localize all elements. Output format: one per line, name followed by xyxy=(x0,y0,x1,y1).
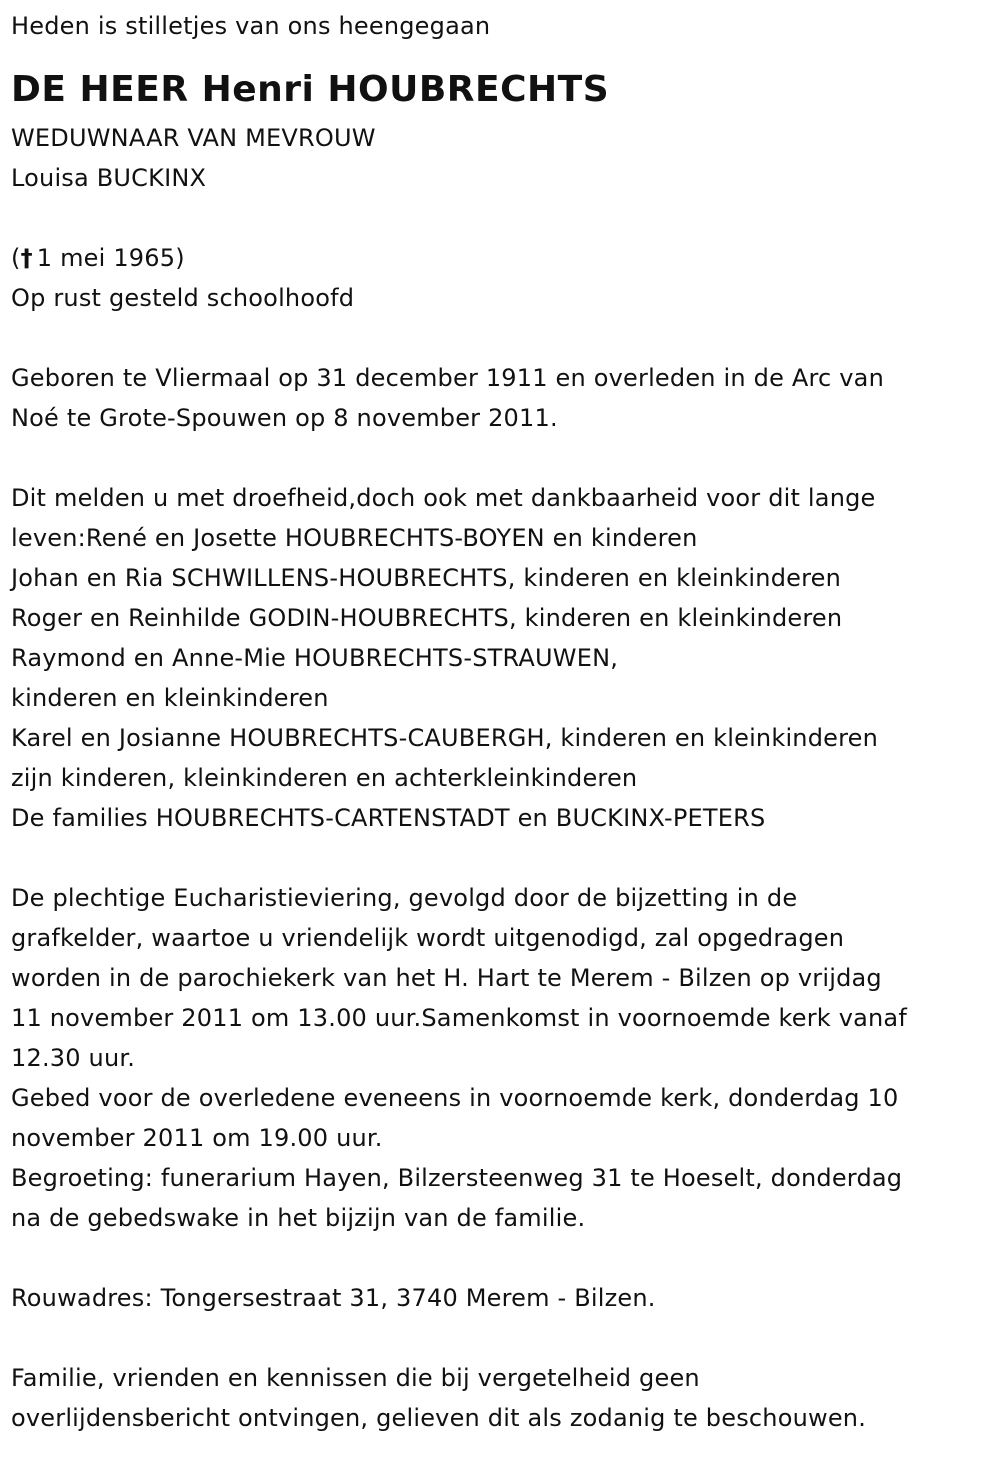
ceremony-line: na de gebedswake in het bijzijn van de familie. xyxy=(11,1204,586,1232)
ceremony-line: worden in de parochiekerk van het H. Hart te Merem - Bilzen op vrijdag xyxy=(11,964,882,992)
intro-line: Heden is stilletjes van ons heengegaan xyxy=(11,12,491,40)
family-line: zijn kinderen, kleinkinderen en achterkleinkinderen xyxy=(11,764,638,792)
family-line: Dit melden u met droefheid,doch ook met dankbaarheid voor dit lange xyxy=(11,484,876,512)
birth-death-line: Noé te Grote-Spouwen op 8 november 2011. xyxy=(11,404,558,432)
ceremony-line: Begroeting: funerarium Hayen, Bilzersteenweg 31 te Hoeselt, donderdag xyxy=(11,1164,903,1192)
profession: Op rust gesteld schoolhoofd xyxy=(11,284,355,312)
paren-open: ( xyxy=(11,244,21,272)
spouse-name: Louisa BUCKINX xyxy=(11,164,207,192)
obituary-text xyxy=(11,8,986,1438)
family-line: leven:René en Josette HOUBRECHTS-BOYEN en kinderen xyxy=(11,524,698,552)
cross-icon: † xyxy=(20,244,33,272)
ceremony-line: 12.30 uur. xyxy=(11,1044,136,1072)
family-line: Karel en Josianne HOUBRECHTS-CAUBERGH, kinderen en kleinkinderen xyxy=(11,724,879,752)
spacer xyxy=(11,438,986,478)
family-line: kinderen en kleinkinderen xyxy=(11,684,329,712)
family-line: De families HOUBRECHTS-CARTENSTADT en BUCKINX-PETERS xyxy=(11,804,766,832)
spacer xyxy=(11,318,986,358)
closing-line: overlijdensbericht ontvingen, gelieven dit als zodanig te beschouwen. xyxy=(11,1404,867,1432)
mourning-address: Rouwadres: Tongersestraat 31, 3740 Merem - Bilzen. xyxy=(11,1284,656,1312)
ceremony-line: grafkelder, waartoe u vriendelijk wordt uitgenodigd, zal opgedragen xyxy=(11,924,845,952)
spouse-death-date xyxy=(11,238,986,278)
spacer xyxy=(11,838,986,878)
spacer xyxy=(11,1318,986,1358)
spouse-death-date-text: 1 mei 1965) xyxy=(36,244,185,272)
deceased-name: DE HEER Henri HOUBRECHTS xyxy=(11,69,610,110)
family-line: Johan en Ria SCHWILLENS-HOUBRECHTS, kinderen en kleinkinderen xyxy=(11,564,842,592)
birth-death-line: Geboren te Vliermaal op 31 december 1911 en overleden in de Arc van xyxy=(11,364,884,392)
spouse-title: WEDUWNAAR VAN MEVROUW xyxy=(11,124,376,152)
spacer xyxy=(11,198,986,238)
family-line: Raymond en Anne-Mie HOUBRECHTS-STRAUWEN, xyxy=(11,644,619,672)
ceremony-line: 11 november 2011 om 13.00 uur.Samenkomst in voornoemde kerk vanaf xyxy=(11,1004,907,1032)
closing-line: Familie, vrienden en kennissen die bij vergetelheid geen xyxy=(11,1364,700,1392)
ceremony-line: Gebed voor de overledene eveneens in voornoemde kerk, donderdag 10 xyxy=(11,1084,899,1112)
ceremony-line: november 2011 om 19.00 uur. xyxy=(11,1124,383,1152)
ceremony-line: De plechtige Eucharistieviering, gevolgd door de bijzetting in de xyxy=(11,884,798,912)
family-line: Roger en Reinhilde GODIN-HOUBRECHTS, kinderen en kleinkinderen xyxy=(11,604,843,632)
spacer xyxy=(11,1238,986,1278)
